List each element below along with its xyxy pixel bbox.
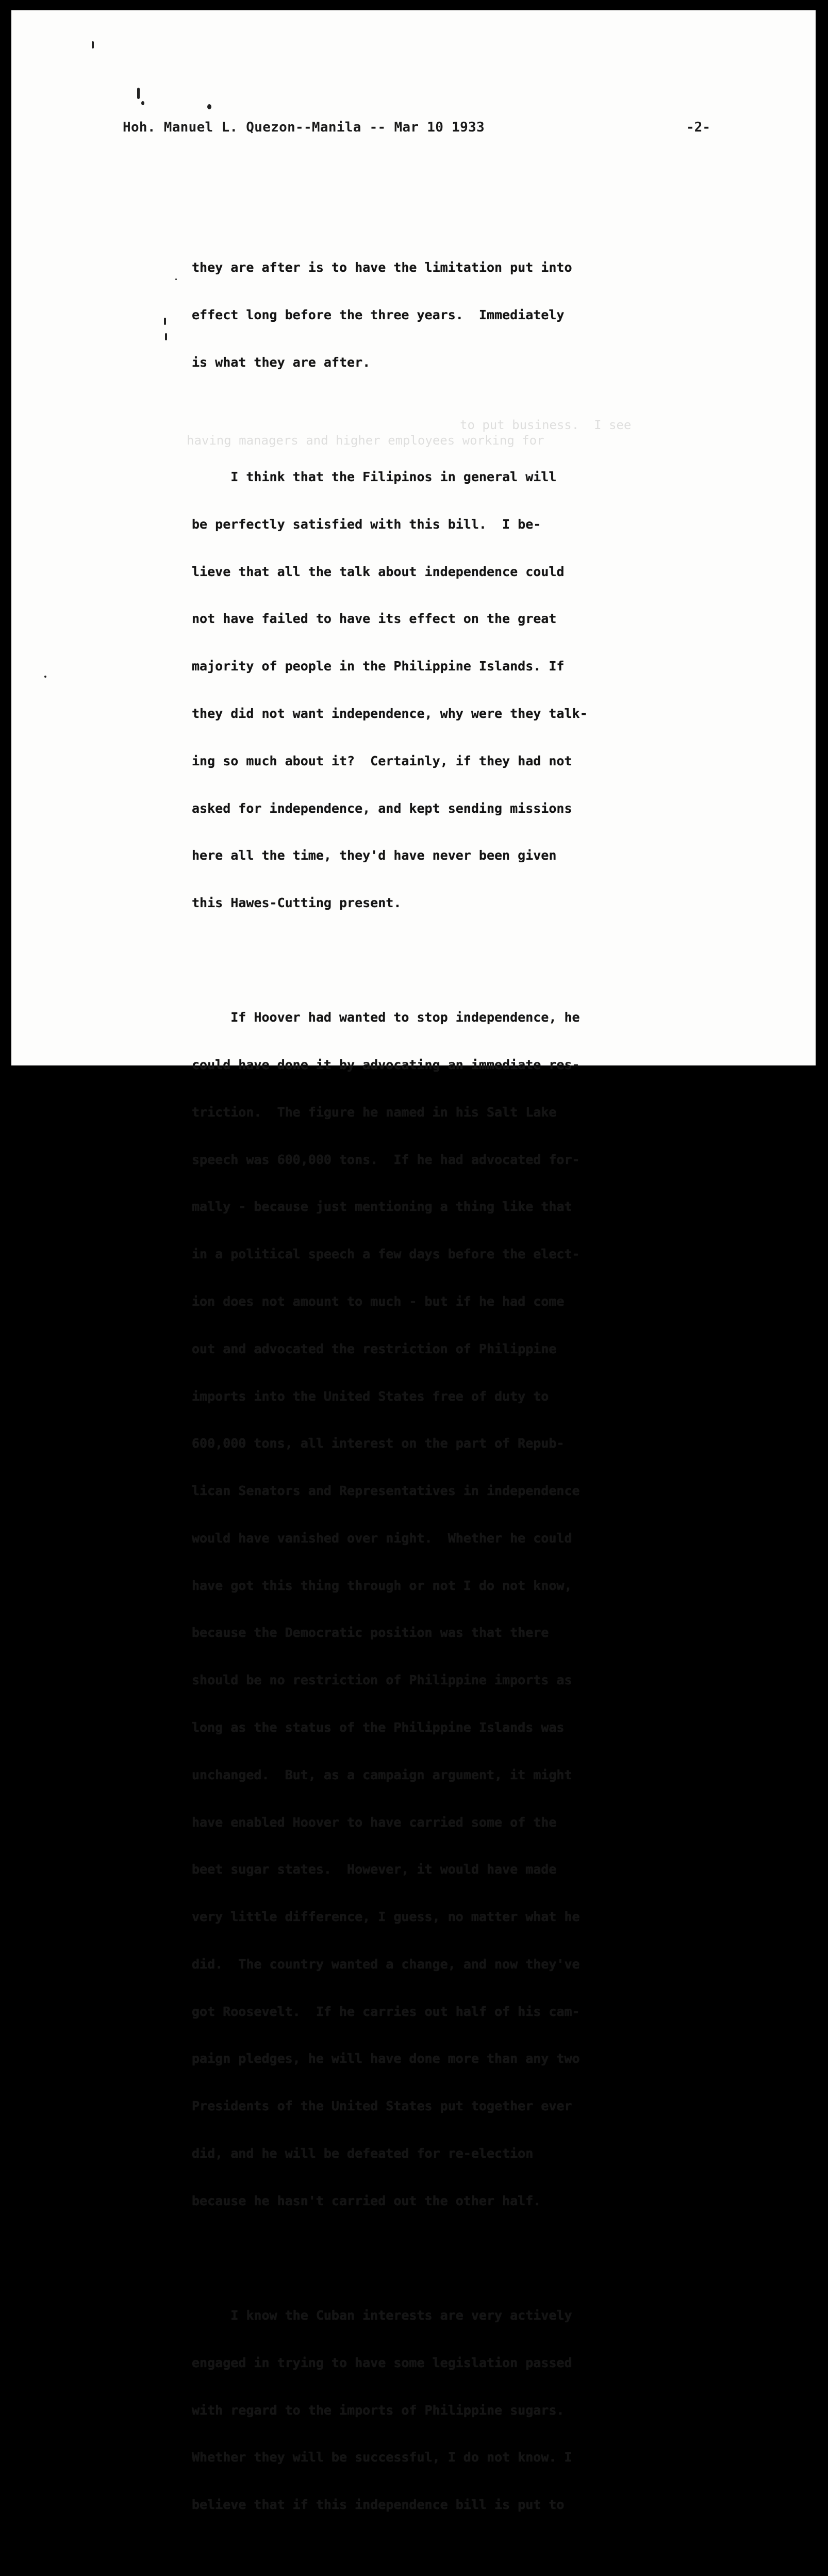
text-line: speech was 600,000 tons. If he had advocated for-: [192, 1152, 580, 1167]
scan-speck: [165, 333, 167, 340]
text-line: would have vanished over night. Whether he could: [192, 1530, 572, 1546]
scan-speck: [92, 41, 94, 48]
text-line: here all the time, they'd have never been given: [192, 848, 557, 863]
text-line: engaged in trying to have some legislation passed: [192, 2355, 572, 2370]
paragraph: [192, 2276, 682, 2545]
text-line: be perfectly satisfied with this bill. I be-: [192, 516, 541, 532]
bleed-through: to put business. I see: [460, 418, 632, 432]
text-line: with regard to the imports of Philippine sugars.: [192, 2402, 565, 2418]
text-line: 600,000 tons, all interest on the part of Repub-: [192, 1436, 565, 1451]
scan-speck: [137, 88, 140, 99]
text-line: could have done it by advocating an immediate res-: [192, 1057, 580, 1073]
text-line: have got this thing through or not I do not know,: [192, 1578, 572, 1593]
text-line: ion does not amount to much - but if he had come: [192, 1293, 565, 1309]
letter-page: [11, 10, 816, 2513]
text-line: If Hoover had wanted to stop independence, he: [192, 1010, 580, 1025]
text-line: did, and he will be defeated for re-election: [192, 2146, 534, 2161]
text-line: ing so much about it? Certainly, if they had not: [192, 753, 572, 768]
paragraph: [192, 978, 682, 2241]
text-line: they are after is to have the limitation put into: [192, 260, 572, 275]
text-line: majority of people in the Philippine Islands. If: [192, 659, 565, 674]
text-line: triction. The figure he named in his Salt Lake: [192, 1104, 557, 1120]
page-number: -2-: [686, 120, 710, 135]
text-line: out and advocated the restriction of Philippine: [192, 1341, 557, 1356]
text-line: they did not want independence, why were they talk-: [192, 706, 588, 721]
letter-body: [192, 197, 682, 2576]
header-title: Hoh. Manuel L. Quezon--Manila -- Mar 10 1933: [123, 120, 485, 135]
text-line: effect long before the three years. Immediately: [192, 307, 565, 323]
paragraph: [192, 438, 682, 943]
text-line: beet sugar states. However, it would have made: [192, 1862, 557, 1877]
text-line: Presidents of the United States put together ever: [192, 2098, 572, 2114]
text-line: I know the Cuban interests are very actively: [192, 2307, 572, 2323]
scan-speck: [175, 278, 177, 280]
text-line: this Hawes-Cutting present.: [192, 895, 402, 911]
text-line: lieve that all the talk about independence could: [192, 564, 565, 579]
scan-speck: [44, 676, 46, 678]
text-line: is what they are after.: [192, 354, 371, 370]
scan-speck: [141, 101, 144, 105]
text-line: I think that the Filipinos in general will: [192, 469, 557, 485]
text-line: paign pledges, he will have done more than any two: [192, 2051, 580, 2066]
letter-header: [123, 120, 710, 140]
text-line: asked for independence, and kept sending missions: [192, 800, 572, 816]
text-line: have enabled Hoover to have carried some of the: [192, 1814, 557, 1830]
text-line: because the Democratic position was that there: [192, 1625, 549, 1640]
text-line: imports into the United States free of duty to: [192, 1388, 549, 1404]
scan-speck: [164, 318, 166, 325]
text-line: long as the status of the Philippine Islands was: [192, 1720, 565, 1735]
text-line: because he hasn't carried out the other half.: [192, 2193, 541, 2208]
text-line: Whether they will be successful, I do not know. I: [192, 2450, 572, 2465]
bleed-through: having managers and higher employees working for: [187, 433, 544, 448]
scan-speck: [207, 104, 211, 109]
paragraph: [192, 228, 682, 402]
text-line: lican Senators and Representatives in independence: [192, 1483, 580, 1499]
text-line: should be no restriction of Philippine imports as: [192, 1672, 572, 1688]
text-line: not have failed to have its effect on the great: [192, 611, 557, 627]
text-line: did. The country wanted a change, and now they've: [192, 1956, 580, 1972]
text-line: very little difference, I guess, no matter what he: [192, 1909, 580, 1925]
text-line: got Roosevelt. If he carries out half of his cam-: [192, 2004, 580, 2019]
text-line: believe that if this independence bill is put to: [192, 2497, 565, 2513]
text-line: in a political speech a few days before the elect-: [192, 1246, 580, 1262]
text-line: unchanged. But, as a campaign argument, it might: [192, 1767, 572, 1782]
text-line: mally - because just mentioning a thing like that: [192, 1199, 572, 1215]
